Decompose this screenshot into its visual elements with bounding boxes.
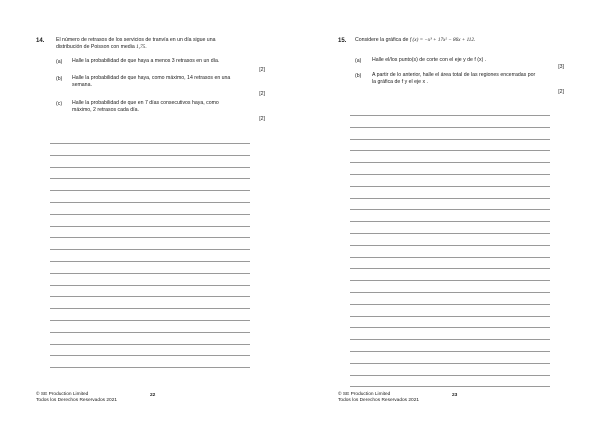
answer-line[interactable] (350, 115, 550, 116)
intro-line-2 (56, 44, 266, 51)
part-a-label: (a) (56, 59, 63, 65)
answer-line[interactable] (50, 273, 250, 274)
answer-line[interactable] (350, 221, 550, 222)
answer-line[interactable] (350, 257, 550, 258)
answer-lines[interactable] (350, 115, 550, 387)
answer-line[interactable] (50, 261, 250, 262)
part-a-text (72, 58, 262, 65)
question-intro (355, 37, 575, 44)
part-b-text (372, 72, 572, 86)
answer-line[interactable] (50, 237, 250, 238)
answer-line[interactable] (350, 245, 550, 246)
question-number: 14. (36, 38, 45, 44)
part-a-label: (a) (355, 58, 362, 64)
part-b-marks: [2] (558, 89, 564, 95)
part-a-marks: [2] (259, 67, 265, 73)
answer-line[interactable] (350, 186, 550, 187)
intro-prefix: Considere la gráfica de (355, 37, 409, 43)
answer-line[interactable] (350, 162, 550, 163)
footer-copyright: © SE Production Limited (338, 392, 391, 397)
answer-line[interactable] (50, 296, 250, 297)
answer-line[interactable] (50, 143, 250, 144)
answer-lines[interactable] (50, 143, 250, 379)
answer-line[interactable] (350, 375, 550, 376)
footer-copyright: © SE Production Limited (36, 392, 89, 397)
part-c-label: (c) (56, 101, 63, 107)
poisson-mean: 1,75 (136, 44, 146, 50)
part-a-text (372, 57, 572, 64)
part-c-text (72, 100, 262, 114)
answer-line[interactable] (50, 202, 250, 203)
part-a-line-1: Halle la probabilidad de que haya a menos 3 retrasos en un día. (72, 58, 220, 64)
answer-line[interactable] (350, 316, 550, 317)
answer-line[interactable] (50, 178, 250, 179)
part-c-line-2: máximo, 2 retrasos cada día. (72, 107, 139, 113)
answer-line[interactable] (350, 386, 550, 387)
part-b-label: (b) (355, 73, 362, 79)
answer-line[interactable] (350, 363, 550, 364)
answer-line[interactable] (350, 233, 550, 234)
answer-line[interactable] (350, 280, 550, 281)
part-b-line-1: A partir de lo anterior, halle el área total de las regiones encerradas por (372, 72, 536, 78)
answer-line[interactable] (350, 351, 550, 352)
intro-suffix: . (473, 37, 476, 43)
answer-line[interactable] (350, 327, 550, 328)
answer-line[interactable] (350, 139, 550, 140)
answer-line[interactable] (50, 155, 250, 156)
part-b-line-1: Halle la probabilidad de que haya, como máximo, 14 retrasos en una (72, 75, 231, 81)
part-b-line-2: semana. (72, 82, 92, 88)
page-23 (300, 0, 600, 424)
part-b-label: (b) (56, 76, 63, 82)
footer-rights: Todos los Derechos Reservados 2021 (36, 398, 118, 403)
answer-line[interactable] (350, 198, 550, 199)
part-b-line-2: la gráfica de f y el eje x . (372, 79, 428, 85)
part-b-marks: [2] (259, 91, 265, 97)
answer-line[interactable] (350, 174, 550, 175)
answer-line[interactable] (350, 209, 550, 210)
part-a-line-1: Halle el/los punto(s) de corte con el eje y de f (x) . (372, 57, 487, 63)
answer-line[interactable] (50, 332, 250, 333)
part-c-marks: [2] (259, 116, 265, 122)
answer-line[interactable] (50, 367, 250, 368)
intro-line-2-suffix: . (145, 44, 147, 50)
answer-line[interactable] (50, 167, 250, 168)
footer (36, 392, 117, 404)
answer-line[interactable] (50, 355, 250, 356)
answer-line[interactable] (50, 190, 250, 191)
answer-line[interactable] (50, 344, 250, 345)
answer-line[interactable] (50, 285, 250, 286)
answer-line[interactable] (50, 226, 250, 227)
part-b-text (72, 75, 262, 89)
function-expression: f (x) = −x³ + 17x² − 86x + 112 (409, 37, 474, 43)
page-number: 23 (452, 393, 458, 398)
answer-line[interactable] (350, 292, 550, 293)
answer-line[interactable] (50, 308, 250, 309)
part-a-marks: [3] (558, 64, 564, 70)
answer-line[interactable] (350, 150, 550, 151)
answer-line[interactable] (350, 339, 550, 340)
part-c-line-1: Halle la probabilidad de que en 7 días consecutivos haya, como (72, 100, 219, 106)
footer (338, 392, 419, 404)
question-number: 15. (338, 38, 347, 44)
page-number: 22 (150, 393, 156, 398)
answer-line[interactable] (50, 249, 250, 250)
footer-rights: Todos los Derechos Reservados 2021 (338, 398, 420, 403)
answer-line[interactable] (350, 268, 550, 269)
answer-line[interactable] (350, 127, 550, 128)
answer-line[interactable] (50, 320, 250, 321)
question-intro (56, 37, 266, 51)
intro-line-1: El número de retrasos de los servicios de tranvía en un día sigue una (56, 37, 216, 43)
intro-line-2-prefix: distribución de Poisson con media (56, 44, 137, 50)
answer-line[interactable] (350, 304, 550, 305)
answer-line[interactable] (50, 214, 250, 215)
